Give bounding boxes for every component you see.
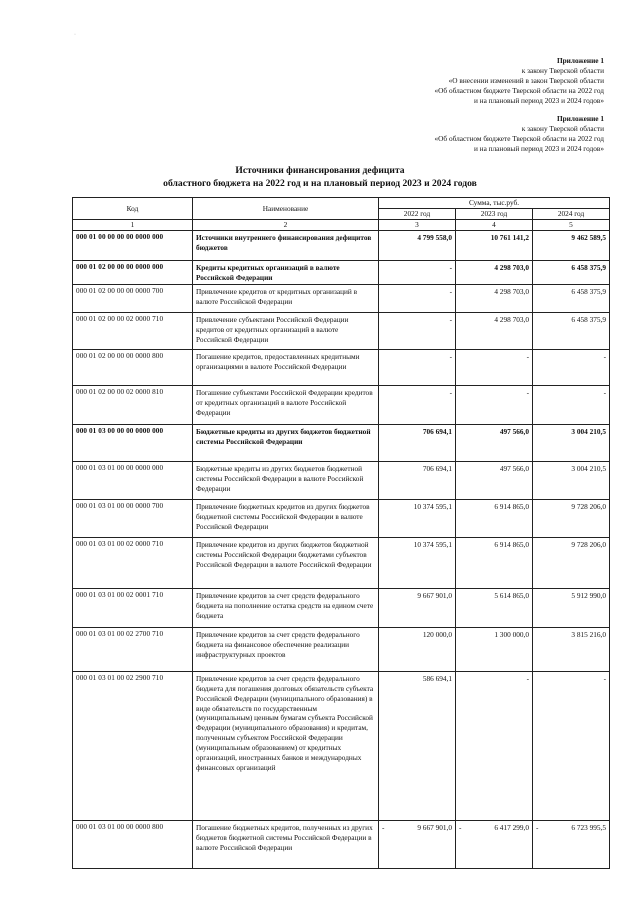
table-row (73, 588, 610, 627)
amount-2024: 9 728 206,0 (533, 499, 610, 537)
amount-2024: - (533, 671, 610, 820)
amount-2022: - (379, 284, 456, 312)
row-name: Привлечение кредитов за счет средств федерального бюджета на финансовое обеспечение реализации инфраструктурных проектов (193, 627, 379, 671)
amount-2023 (456, 820, 533, 868)
amount-2024: 3 815 216,0 (533, 627, 610, 671)
row-code: 000 01 02 00 00 00 0000 700 (73, 284, 193, 312)
row-name: Погашение бюджетных кредитов, полученных из других бюджетов бюджетной системы Российской Федерации в валюте Российской Федерации (193, 820, 379, 868)
scan-mark: · (74, 32, 76, 38)
row-name: Бюджетные кредиты из других бюджетов бюджетной системы Российской Федерации (193, 424, 379, 461)
table-row (73, 230, 610, 260)
amount-2023: 6 914 865,0 (456, 537, 533, 588)
amount-2024: 9 728 206,0 (533, 537, 610, 588)
amount-2022: 10 374 595,1 (379, 499, 456, 537)
amount-value: 6 417 299,0 (494, 822, 529, 832)
row-code: 000 01 03 01 00 00 0000 700 (73, 499, 193, 537)
amount-2023: - (456, 671, 533, 820)
amount-2022: 706 694,1 (379, 424, 456, 461)
appendix-line: и на плановый период 2023 и 2024 годов» (473, 95, 604, 105)
row-code: 000 01 02 00 00 02 0000 710 (73, 312, 193, 349)
row-code: 000 01 03 01 00 02 0001 710 (73, 588, 193, 627)
appendix-line: и на плановый период 2023 и 2024 годов» (473, 143, 604, 153)
table-row (73, 820, 610, 868)
amount-2024: - (533, 385, 610, 424)
row-code: 000 01 03 00 00 00 0000 000 (73, 424, 193, 461)
amount-2023: - (456, 385, 533, 424)
amount-2023: 4 298 703,0 (456, 260, 533, 284)
amount-2024: 6 458 375,9 (533, 260, 610, 284)
row-name: Погашение кредитов, предоставленных кредитными организациями в валюте Российской Федерации (193, 349, 379, 385)
row-name: Привлечение кредитов за счет средств федерального бюджета для погашения долговых обязательств субъекта Российской Федерации (муниципального образования) в виде обязательств по государственным (муниципальным) ценным бумагам субъекта Российской Федерации (муниципального образования) и кредитам, полученным субъектом Российской Федерации (муниципальным образованием) от кредитных организаций, иностранных банков и международных финансовых организаций (193, 671, 379, 820)
column-number: 3 (379, 219, 456, 230)
table-row (73, 499, 610, 537)
amount-2023: 4 298 703,0 (456, 284, 533, 312)
amount-2023: 497 566,0 (456, 424, 533, 461)
appendix-heading: Приложение 1 (556, 56, 604, 65)
amount-2022: 10 374 595,1 (379, 537, 456, 588)
header-name: Наименование (193, 198, 379, 220)
row-code: 000 01 00 00 00 00 0000 000 (73, 230, 193, 260)
row-code: 000 01 03 01 00 00 0000 800 (73, 820, 193, 868)
table-row (73, 627, 610, 671)
minus-sign: - (459, 822, 462, 832)
amount-2024 (533, 820, 610, 868)
header-sum: Сумма, тыс.руб. (379, 198, 610, 209)
amount-2022: - (379, 260, 456, 284)
row-name: Кредиты кредитных организаций в валюте Российской Федерации (193, 260, 379, 284)
amount-2023: 10 761 141,2 (456, 230, 533, 260)
header-year-2023: 2023 год (456, 209, 533, 220)
row-code: 000 01 02 00 00 00 0000 000 (73, 260, 193, 284)
amount-2023: - (456, 349, 533, 385)
appendix-line: к закону Тверской области (521, 123, 604, 133)
appendix-line: к закону Тверской области (521, 65, 604, 75)
amount-2022: 9 667 901,0 (379, 588, 456, 627)
table-row (73, 671, 610, 820)
amount-2024: 5 912 990,0 (533, 588, 610, 627)
amount-2022: 586 694,1 (379, 671, 456, 820)
amount-2022: - (379, 385, 456, 424)
row-name: Привлечение кредитов от кредитных организаций в валюте Российской Федерации (193, 284, 379, 312)
appendix-line: «Об областном бюджете Тверской области на 2022 год (434, 85, 604, 95)
row-code: 000 01 03 01 00 02 2700 710 (73, 627, 193, 671)
amount-2022 (379, 820, 456, 868)
row-code: 000 01 03 01 00 02 2900 710 (73, 671, 193, 820)
header-year-2024: 2024 год (533, 209, 610, 220)
row-name: Источники внутреннего финансирования дефицитов бюджетов (193, 230, 379, 260)
amount-2023: 5 614 865,0 (456, 588, 533, 627)
amount-2023: 4 298 703,0 (456, 312, 533, 349)
column-number: 5 (533, 219, 610, 230)
row-code: 000 01 02 00 00 02 0000 810 (73, 385, 193, 424)
table-row (73, 260, 610, 284)
table-body (73, 230, 610, 868)
amount-2022: 120 000,0 (379, 627, 456, 671)
column-number: 1 (73, 219, 193, 230)
title-line-1: Источники финансирования дефицита (235, 165, 405, 176)
amount-value: 9 667 901,0 (417, 822, 452, 832)
table-row (73, 461, 610, 499)
table-row (73, 537, 610, 588)
amount-2022: 4 799 558,0 (379, 230, 456, 260)
row-name: Привлечение кредитов из других бюджетов бюджетной системы Российской Федерации бюджетами субъектов Российской Федерации в валюте Российской Федерации (193, 537, 379, 588)
row-name: Привлечение кредитов за счет средств федерального бюджета на пополнение остатка средств на едином счете бюджета (193, 588, 379, 627)
row-name: Погашение субъектами Российской Федерации кредитов от кредитных организаций в валюте Российской Федерации (193, 385, 379, 424)
row-name: Привлечение бюджетных кредитов из других бюджетов бюджетной системы Российской Федерации в валюте Российской Федерации (193, 499, 379, 537)
amount-2024: 3 004 210,5 (533, 461, 610, 499)
minus-sign: - (536, 822, 539, 832)
minus-sign: - (382, 822, 385, 832)
header-year-2022: 2022 год (379, 209, 456, 220)
financing-sources-table (72, 197, 610, 869)
row-code: 000 01 03 01 00 02 0000 710 (73, 537, 193, 588)
amount-2022: 706 694,1 (379, 461, 456, 499)
row-code: 000 01 03 01 00 00 0000 000 (73, 461, 193, 499)
table-row (73, 385, 610, 424)
appendix-line: «О внесении изменений в закон Тверской области (448, 75, 604, 85)
amount-2023: 1 300 000,0 (456, 627, 533, 671)
amount-value: 6 723 995,5 (571, 822, 607, 832)
table-row (73, 312, 610, 349)
header-code: Код (73, 198, 193, 220)
row-code: 000 01 02 00 00 00 0000 800 (73, 349, 193, 385)
amount-2024: 9 462 589,5 (533, 230, 610, 260)
table-row (73, 284, 610, 312)
appendix-heading: Приложение 1 (556, 114, 604, 123)
amount-2024: - (533, 349, 610, 385)
row-name: Привлечение субъектами Российской Федерации кредитов от кредитных организаций в валюте Российской Федерации (193, 312, 379, 349)
amount-2022: - (379, 349, 456, 385)
table-row (73, 424, 610, 461)
amount-2023: 6 914 865,0 (456, 499, 533, 537)
document-title (0, 164, 640, 190)
column-number: 2 (193, 219, 379, 230)
amount-2022: - (379, 312, 456, 349)
amount-2024: 3 004 210,5 (533, 424, 610, 461)
amount-2024: 6 458 375,9 (533, 312, 610, 349)
table-row (73, 349, 610, 385)
appendix-note-1 (435, 56, 604, 106)
column-number: 4 (456, 219, 533, 230)
appendix-line: «Об областном бюджете Тверской области на 2022 год (434, 133, 604, 143)
appendix-note-2 (435, 114, 604, 154)
row-name: Бюджетные кредиты из других бюджетов бюджетной системы Российской Федерации в валюте Российской Федерации (193, 461, 379, 499)
amount-2024: 6 458 375,9 (533, 284, 610, 312)
title-line-2: областного бюджета на 2022 год и на плановый период 2023 и 2024 годов (163, 178, 477, 189)
amount-2023: 497 566,0 (456, 461, 533, 499)
